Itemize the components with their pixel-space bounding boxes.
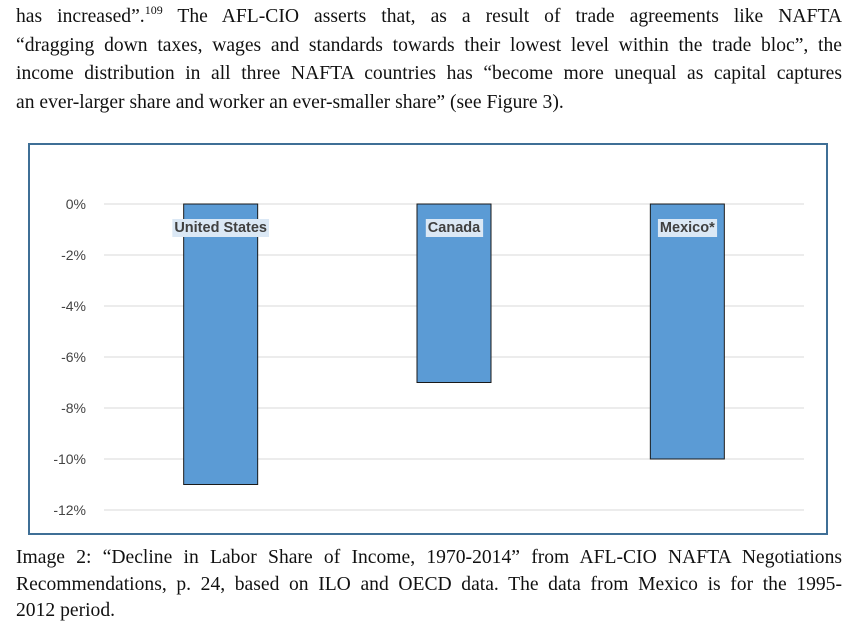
paragraph-line-2: “dragging down taxes, wages and standards towards their lowest level within the trade bloc”, the — [16, 34, 842, 56]
y-tick-label: -6% — [61, 349, 86, 365]
footnote-marker[interactable]: 109 — [144, 3, 163, 17]
category-label: Canada — [427, 220, 481, 236]
y-tick-label: 0% — [65, 196, 86, 212]
figure-caption — [16, 545, 842, 625]
paragraph-line-3: income distribution in all three NAFTA countries has “become more unequal as capital captures — [16, 63, 842, 85]
paragraph-text: has increased”. — [16, 6, 145, 27]
caption-line-1: Image 2: “Decline in Labor Share of Income, 1970-2014” from AFL-CIO NAFTA Negotiations — [16, 547, 842, 568]
paragraph-line-4: an ever-larger share and worker an ever-smaller share” (see Figure 3). — [16, 91, 564, 113]
body-paragraph — [16, 3, 842, 117]
paragraph-line-1 — [16, 3, 842, 32]
caption-line-3: 2012 period. — [16, 600, 116, 621]
chart-frame — [28, 143, 828, 535]
bar-mexico — [650, 204, 724, 459]
y-tick-label: -10% — [53, 451, 86, 467]
category-label: United States — [174, 220, 268, 236]
y-tick-label: -8% — [61, 400, 86, 416]
category-label: Mexico* — [659, 220, 715, 236]
y-tick-label: -2% — [61, 247, 86, 263]
caption-line-2: Recommendations, p. 24, based on ILO and OECD data. The data from Mexico is for the 1995- — [16, 573, 842, 595]
bar-chart — [28, 143, 828, 535]
bar-united-states — [184, 204, 258, 485]
y-tick-label: -4% — [61, 298, 86, 314]
paragraph-text: The AFL-CIO asserts that, as a result of trade agreements like NAFTA — [162, 6, 842, 27]
y-tick-label: -12% — [53, 502, 86, 518]
